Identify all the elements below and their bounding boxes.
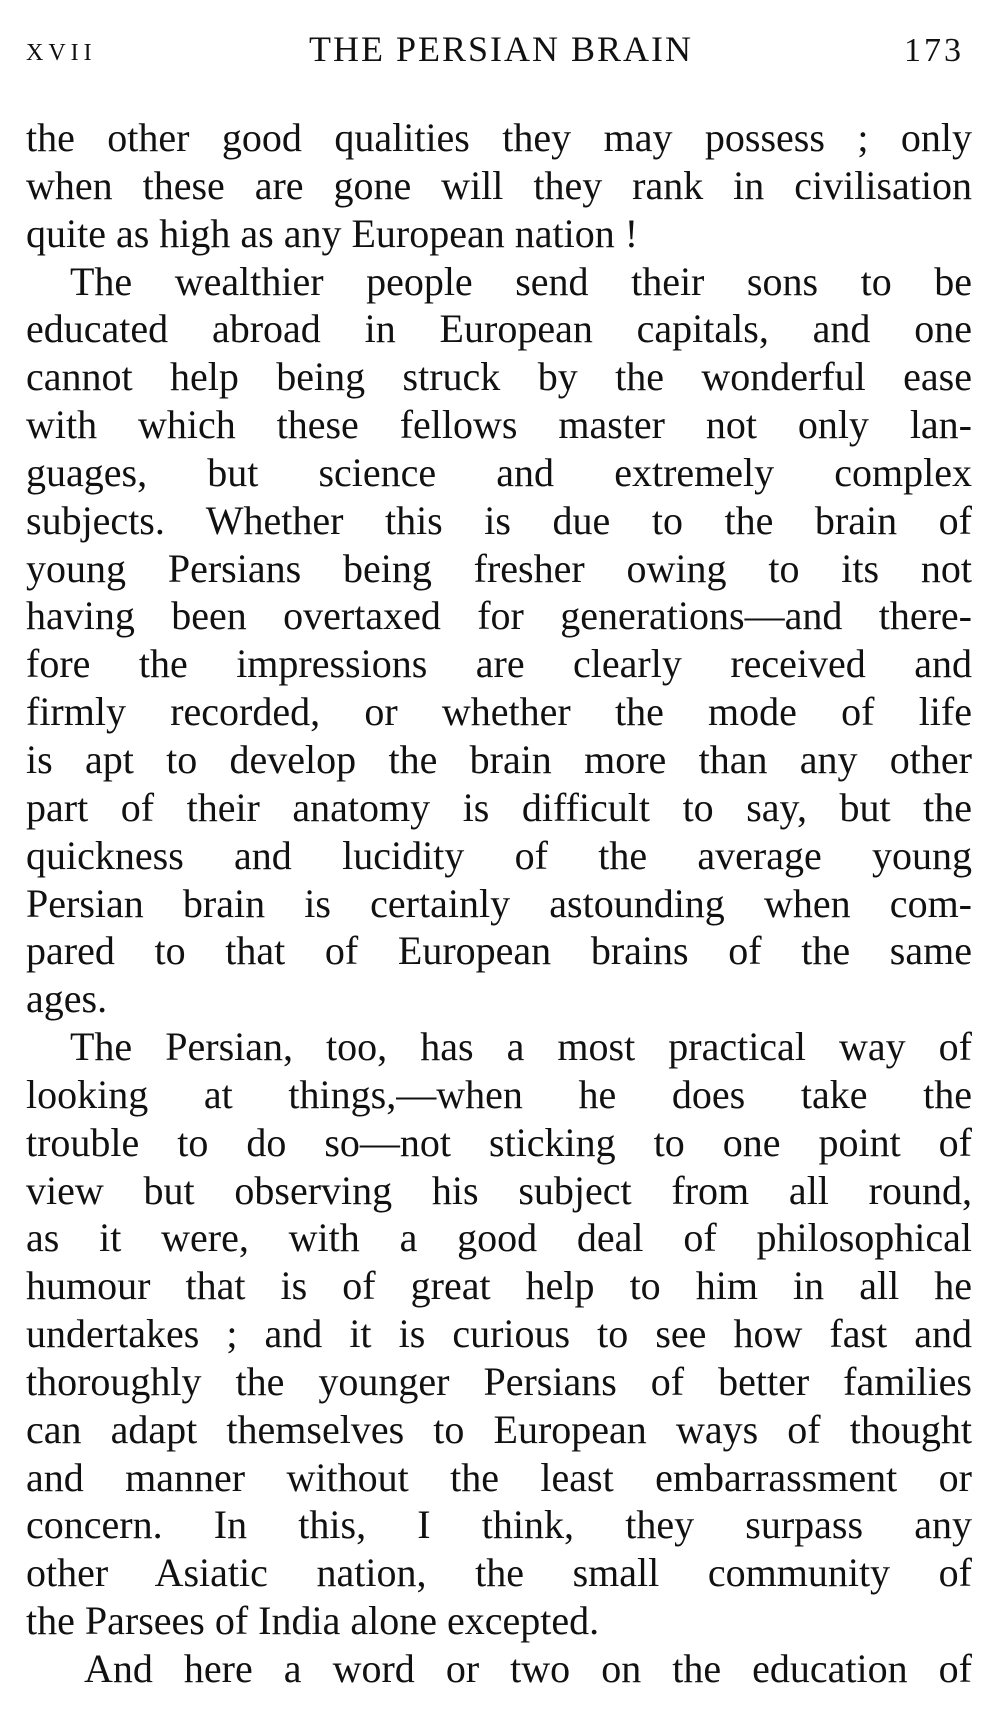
text-line: The wealthier people send their sons to be — [70, 258, 972, 304]
text-line: humour that is of great help to him in all he — [26, 1263, 972, 1309]
text-line: with which these fellows master not only lan- — [26, 402, 972, 448]
text-line: is apt to develop the brain more than any other — [26, 736, 972, 782]
text-line: young Persians being fresher owing to its not — [26, 545, 972, 591]
text-line: looking at things,—when he does take the — [26, 1071, 972, 1117]
text-line: guages, but science and extremely complex — [26, 449, 972, 495]
text-line: other Asiatic nation, the small community of — [26, 1550, 972, 1596]
body-text — [26, 114, 972, 1693]
page-number: 173 — [904, 32, 964, 69]
text-line: And here a word or two on the education of — [84, 1646, 972, 1691]
text-line: view but observing his subject from all round, — [26, 1167, 972, 1213]
running-title: THE PERSIAN BRAIN — [308, 29, 693, 69]
text-line: when these are gone will they rank in civilisation — [26, 162, 972, 208]
text-line: having been overtaxed for generations—and there- — [26, 593, 972, 639]
text-line: as it were, with a good deal of philosophical — [26, 1215, 972, 1261]
text-line: ages. — [26, 976, 108, 1022]
text-line: firmly recorded, or whether the mode of life — [26, 689, 972, 735]
text-line: quickness and lucidity of the average young — [26, 832, 972, 878]
text-line: The Persian, too, has a most practical way of — [70, 1024, 972, 1070]
text-line: the other good qualities they may possess ; only — [26, 115, 972, 160]
text-line: part of their anatomy is difficult to say, but the — [26, 784, 972, 830]
text-line: Persian brain is certainly astounding when com- — [26, 880, 972, 926]
text-line: fore the impressions are clearly received and — [26, 641, 972, 687]
text-line: the Parsees of India alone excepted. — [26, 1598, 600, 1644]
text-line: subjects. Whether this is due to the brain of — [26, 497, 972, 543]
text-line: educated abroad in European capitals, and one — [26, 306, 972, 352]
text-line: concern. In this, I think, they surpass any — [26, 1502, 972, 1548]
text-line: trouble to do so—not sticking to one point of — [26, 1119, 972, 1165]
text-line: thoroughly the younger Persians of better families — [26, 1358, 972, 1404]
text-line: undertakes ; and it is curious to see how fast and — [26, 1311, 972, 1357]
text-line: quite as high as any European nation ! — [26, 210, 639, 256]
text-line: can adapt themselves to European ways of thought — [26, 1406, 972, 1452]
running-head — [26, 26, 976, 76]
text-line: cannot help being struck by the wonderful ease — [26, 354, 972, 400]
chapter-number: XVII — [26, 40, 97, 66]
text-line: pared to that of European brains of the same — [26, 928, 972, 974]
text-line: and manner without the least embarrassment or — [26, 1454, 972, 1500]
